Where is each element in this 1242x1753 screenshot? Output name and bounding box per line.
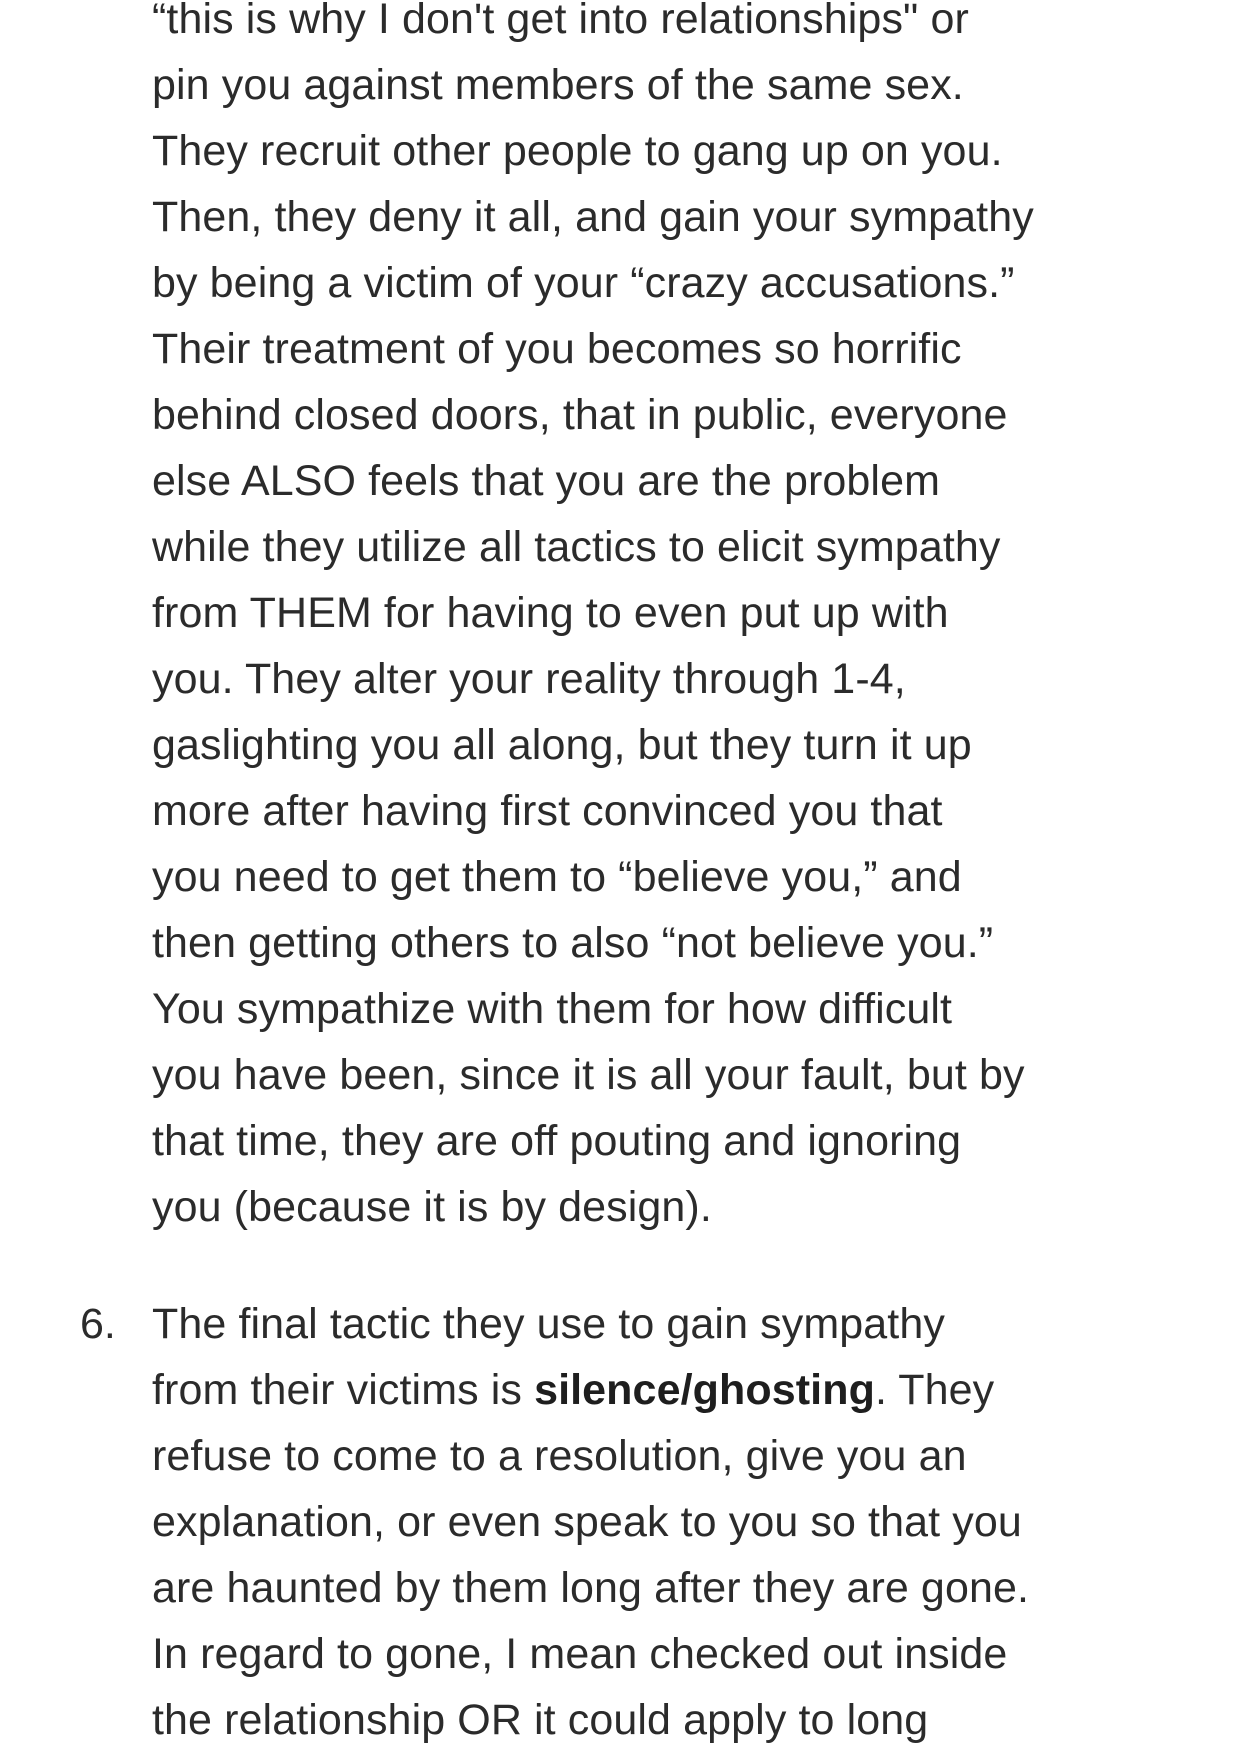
item5-line-16: You sympathize with them for how difficult xyxy=(152,985,953,1033)
item6-line-1: The final tactic they use to gain sympathy xyxy=(152,1300,945,1348)
item6-line-2 xyxy=(152,1357,994,1423)
item5-line-9: while they utilize all tactics to elicit sympathy xyxy=(152,523,1001,571)
item5-line-12: gaslighting you all along, but they turn it up xyxy=(152,721,972,769)
item6-line-5: are haunted by them long after they are gone. xyxy=(152,1564,1030,1612)
item5-line-13: more after having first convinced you that xyxy=(152,787,943,835)
item6-line-2-pre: from their victims is xyxy=(152,1366,535,1414)
item6-line-2-post: . They xyxy=(874,1366,995,1414)
item5-line-8: else ALSO feels that you are the problem xyxy=(152,457,941,505)
item6-line-4: explanation, or even speak to you so that you xyxy=(152,1498,1022,1546)
item5-line-15: then getting others to also “not believe you.” xyxy=(152,919,994,967)
item5-line-18: that time, they are off pouting and ignoring xyxy=(152,1117,962,1165)
item5-line-11: you. They alter your reality through 1-4, xyxy=(152,655,906,703)
item5-line-17: you have been, since it is all your fault, but by xyxy=(152,1051,1025,1099)
item6-line-7: the relationship OR it could apply to long xyxy=(152,1696,929,1744)
item5-line-4: Then, they deny it all, and gain your sympathy xyxy=(152,193,1034,241)
item5-line-19: you (because it is by design). xyxy=(152,1183,712,1231)
item5-line-6: Their treatment of you becomes so horrific xyxy=(152,325,962,373)
bold-term: silence/ghosting xyxy=(534,1366,875,1414)
item5-line-14: you need to get them to “believe you,” and xyxy=(152,853,962,901)
list-item-number: 6. xyxy=(80,1300,116,1348)
item5-line-5: by being a victim of your “crazy accusations.” xyxy=(152,259,1015,307)
item5-line-2: pin you against members of the same sex. xyxy=(152,61,964,109)
item6-line-6: In regard to gone, I mean checked out inside xyxy=(152,1630,1008,1678)
item5-line-1: “this is why I don't get into relationships" or xyxy=(152,0,969,43)
item5-line-10: from THEM for having to even put up with xyxy=(152,589,949,637)
item5-line-3: They recruit other people to gang up on you. xyxy=(152,127,1003,175)
item6-line-3: refuse to come to a resolution, give you an xyxy=(152,1432,967,1480)
item5-line-7: behind closed doors, that in public, everyone xyxy=(152,391,1008,439)
